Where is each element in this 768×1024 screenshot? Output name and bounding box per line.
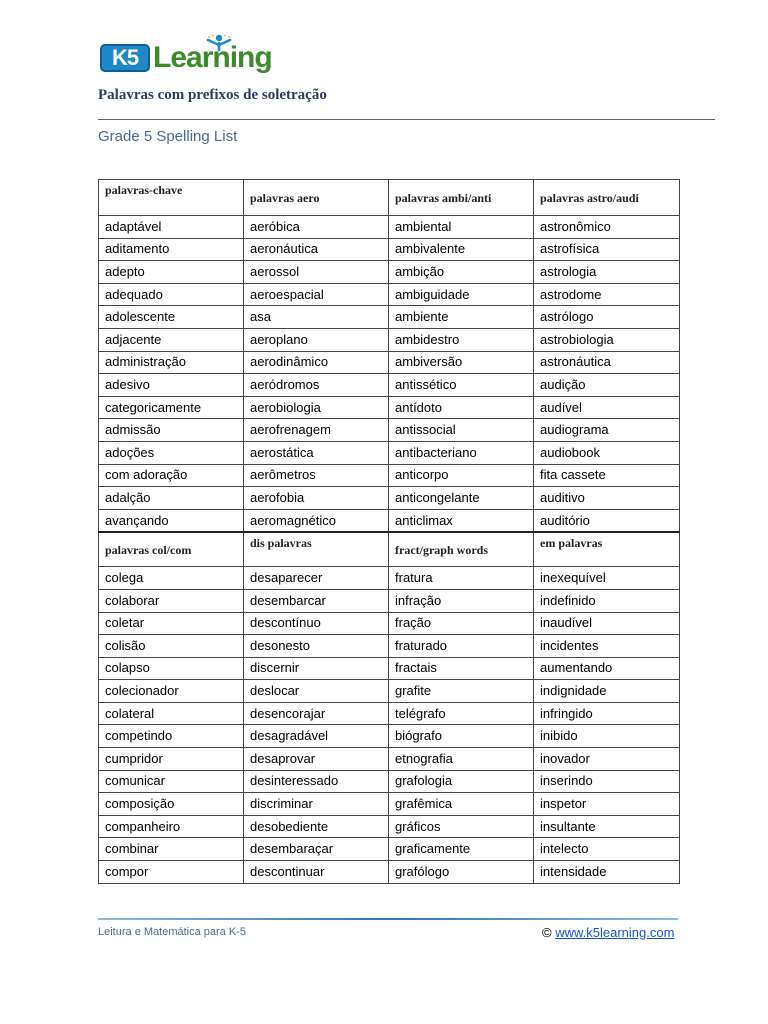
word-cell: telégrafo xyxy=(389,702,534,725)
table-row xyxy=(99,396,680,419)
column-header: palavras astro/audi xyxy=(534,180,680,216)
word-cell: astronáutica xyxy=(534,351,680,374)
word-cell: aerodinâmico xyxy=(244,351,389,374)
word-cell: discernir xyxy=(244,657,389,680)
word-cell: admissão xyxy=(99,419,244,442)
word-cell: desembarcar xyxy=(244,589,389,612)
column-header: fract/graph words xyxy=(389,532,534,567)
word-cell: competindo xyxy=(99,725,244,748)
word-cell: audiograma xyxy=(534,419,680,442)
word-cell: adoções xyxy=(99,441,244,464)
word-cell: astrólogo xyxy=(534,306,680,329)
word-cell: astrobiologia xyxy=(534,328,680,351)
word-cell: graficamente xyxy=(389,838,534,861)
word-cell: anticlimax xyxy=(389,509,534,532)
column-header: palavras col/com xyxy=(99,532,244,567)
word-cell: aditamento xyxy=(99,238,244,261)
column-header: em palavras xyxy=(534,532,680,567)
copyright-symbol: © xyxy=(542,925,552,940)
header-row xyxy=(99,180,680,216)
word-cell: biógrafo xyxy=(389,725,534,748)
footer-divider xyxy=(98,918,678,920)
table-row xyxy=(99,748,680,771)
word-cell: indefinido xyxy=(534,589,680,612)
table-row xyxy=(99,815,680,838)
word-cell: descontínuo xyxy=(244,612,389,635)
word-cell: adepto xyxy=(99,261,244,284)
word-cell: deslocar xyxy=(244,680,389,703)
column-header: palavras-chave xyxy=(99,180,244,216)
word-cell: inovador xyxy=(534,748,680,771)
word-cell: compor xyxy=(99,861,244,884)
word-cell: audível xyxy=(534,396,680,419)
column-header: palavras aero xyxy=(244,180,389,216)
word-cell: desinteressado xyxy=(244,770,389,793)
word-cell: fractais xyxy=(389,657,534,680)
column-header: dis palavras xyxy=(244,532,389,567)
word-cell: infringido xyxy=(534,702,680,725)
word-cell: incidentes xyxy=(534,635,680,658)
word-cell: insultante xyxy=(534,815,680,838)
word-cell: aerofrenagem xyxy=(244,419,389,442)
word-cell: desonesto xyxy=(244,635,389,658)
word-cell: ambição xyxy=(389,261,534,284)
footer-tagline: Leitura e Matemática para K-5 xyxy=(98,926,246,938)
word-cell: colisão xyxy=(99,635,244,658)
word-cell: astrologia xyxy=(534,261,680,284)
table-row xyxy=(99,680,680,703)
word-cell: ambiente xyxy=(389,306,534,329)
table-row xyxy=(99,612,680,635)
table-row xyxy=(99,635,680,658)
word-cell: desaprovar xyxy=(244,748,389,771)
word-cell: aerobiologia xyxy=(244,396,389,419)
word-cell: aerostática xyxy=(244,441,389,464)
word-cell: inexequível xyxy=(534,567,680,590)
word-cell: anticorpo xyxy=(389,464,534,487)
word-cell: adaptável xyxy=(99,216,244,239)
word-cell: colecionador xyxy=(99,680,244,703)
word-cell: grafologia xyxy=(389,770,534,793)
word-cell: avançando xyxy=(99,509,244,532)
word-cell: desaparecer xyxy=(244,567,389,590)
table-row xyxy=(99,419,680,442)
word-cell: auditório xyxy=(534,509,680,532)
word-cell: antibacteriano xyxy=(389,441,534,464)
table-row xyxy=(99,509,680,532)
table-row xyxy=(99,306,680,329)
word-cell: companheiro xyxy=(99,815,244,838)
table-row xyxy=(99,861,680,884)
word-cell: adalção xyxy=(99,487,244,510)
word-cell: ambidestro xyxy=(389,328,534,351)
person-figure-icon xyxy=(204,34,234,56)
word-cell: indignidade xyxy=(534,680,680,703)
title-divider xyxy=(98,119,715,120)
table-row xyxy=(99,657,680,680)
word-cell: astrofísica xyxy=(534,238,680,261)
word-cell: antissocial xyxy=(389,419,534,442)
word-cell: grafólogo xyxy=(389,861,534,884)
word-cell: desobediente xyxy=(244,815,389,838)
word-cell: antissético xyxy=(389,374,534,397)
column-header: palavras ambi/anti xyxy=(389,180,534,216)
word-cell: antídoto xyxy=(389,396,534,419)
word-cell: grafite xyxy=(389,680,534,703)
word-cell: aerossol xyxy=(244,261,389,284)
word-cell: desagradável xyxy=(244,725,389,748)
word-cell: com adoração xyxy=(99,464,244,487)
table-row xyxy=(99,725,680,748)
word-cell: infração xyxy=(389,589,534,612)
word-cell: coletar xyxy=(99,612,244,635)
word-cell: aerofobia xyxy=(244,487,389,510)
document-subtitle: Grade 5 Spelling List xyxy=(98,128,238,145)
word-cell: comunicar xyxy=(99,770,244,793)
footer-copyright xyxy=(542,925,674,940)
word-cell: aerômetros xyxy=(244,464,389,487)
word-cell: ambiversão xyxy=(389,351,534,374)
word-cell: ambivalente xyxy=(389,238,534,261)
word-cell: desembaraçar xyxy=(244,838,389,861)
word-cell: fraturado xyxy=(389,635,534,658)
word-cell: adequado xyxy=(99,283,244,306)
word-cell: inspetor xyxy=(534,793,680,816)
word-cell: intelecto xyxy=(534,838,680,861)
word-cell: etnografia xyxy=(389,748,534,771)
table-row xyxy=(99,702,680,725)
table-row xyxy=(99,589,680,612)
word-cell: aeronáutica xyxy=(244,238,389,261)
word-cell: cumpridor xyxy=(99,748,244,771)
word-cell: audiobook xyxy=(534,441,680,464)
table-row xyxy=(99,328,680,351)
header-row xyxy=(99,532,680,567)
word-cell: audição xyxy=(534,374,680,397)
table-row xyxy=(99,216,680,239)
word-cell: colapso xyxy=(99,657,244,680)
table-row xyxy=(99,261,680,284)
document-title: Palavras com prefixos de soletração xyxy=(98,87,327,103)
logo-wordmark: Learning xyxy=(153,41,272,74)
word-cell: fração xyxy=(389,612,534,635)
word-cell: composição xyxy=(99,793,244,816)
website-link[interactable]: www.k5learning.com xyxy=(555,925,675,940)
table-row xyxy=(99,567,680,590)
word-cell: gráficos xyxy=(389,815,534,838)
table-row xyxy=(99,283,680,306)
word-cell: colateral xyxy=(99,702,244,725)
word-cell: aeróbica xyxy=(244,216,389,239)
word-cell: intensidade xyxy=(534,861,680,884)
word-cell: anticongelante xyxy=(389,487,534,510)
word-cell: fita cassete xyxy=(534,464,680,487)
word-cell: grafêmica xyxy=(389,793,534,816)
word-cell: combinar xyxy=(99,838,244,861)
spelling-list-table xyxy=(98,179,680,884)
word-cell: astronômico xyxy=(534,216,680,239)
word-cell: inserindo xyxy=(534,770,680,793)
logo-badge: K5 xyxy=(100,44,150,72)
table-row xyxy=(99,487,680,510)
word-cell: adolescente xyxy=(99,306,244,329)
word-cell: fratura xyxy=(389,567,534,590)
word-cell: colega xyxy=(99,567,244,590)
word-cell: aeródromos xyxy=(244,374,389,397)
word-cell: adjacente xyxy=(99,328,244,351)
table-row xyxy=(99,770,680,793)
word-cell: colaborar xyxy=(99,589,244,612)
table-row xyxy=(99,838,680,861)
table-row xyxy=(99,441,680,464)
table-row xyxy=(99,464,680,487)
k5-learning-logo xyxy=(100,38,272,78)
word-cell: administração xyxy=(99,351,244,374)
word-cell: ambiental xyxy=(389,216,534,239)
word-cell: ambiguidade xyxy=(389,283,534,306)
word-cell: aeroplano xyxy=(244,328,389,351)
word-cell: discriminar xyxy=(244,793,389,816)
word-cell: aumentando xyxy=(534,657,680,680)
word-cell: inibido xyxy=(534,725,680,748)
table-row xyxy=(99,374,680,397)
word-cell: aeroespacial xyxy=(244,283,389,306)
word-cell: descontinuar xyxy=(244,861,389,884)
word-cell: auditivo xyxy=(534,487,680,510)
word-cell: aeromagnético xyxy=(244,509,389,532)
word-cell: asa xyxy=(244,306,389,329)
word-cell: inaudível xyxy=(534,612,680,635)
table-row xyxy=(99,351,680,374)
table-row xyxy=(99,793,680,816)
word-cell: desencorajar xyxy=(244,702,389,725)
word-cell: astrodome xyxy=(534,283,680,306)
word-cell: adesivo xyxy=(99,374,244,397)
word-cell: categoricamente xyxy=(99,396,244,419)
table-row xyxy=(99,238,680,261)
